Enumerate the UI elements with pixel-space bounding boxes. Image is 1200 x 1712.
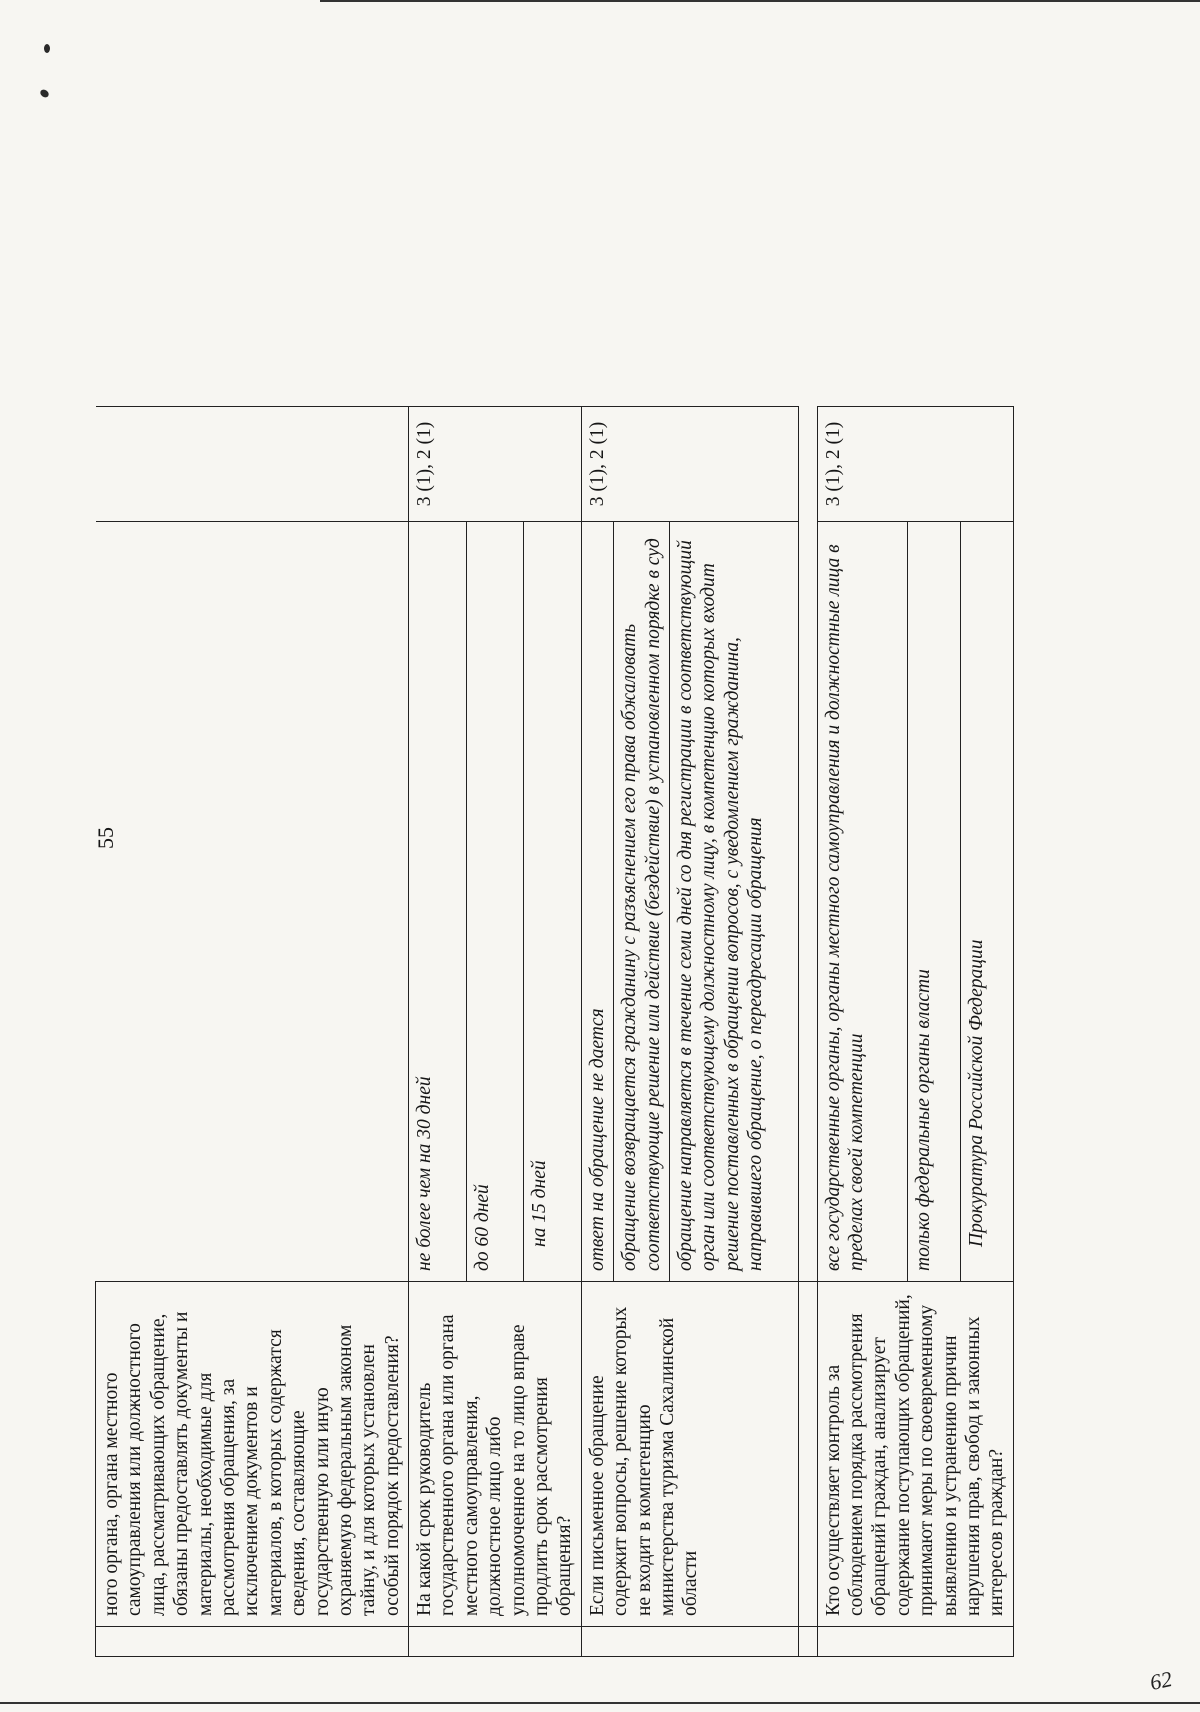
scan-speck	[39, 88, 50, 99]
answer-option: только федеральные органы власти	[908, 522, 961, 1282]
answer-option: ответ на обращение не дается	[581, 522, 613, 1282]
sheet-number: 62	[1147, 1665, 1175, 1696]
quiz-table	[95, 107, 1014, 1658]
answer-cell	[96, 522, 409, 1282]
answer-option: не более чем на 30 дней	[409, 522, 467, 1282]
scan-edge-line	[0, 1702, 1200, 1704]
answer-cell	[798, 522, 817, 1282]
question-cell: ного органа, органа местного самоуправления или должностного лица, рассматривающих обращение, обязаны предоставлять документы и материалы, необходимые для рассмотрения обращения, за исключением документов и материалов, в которых содержатся сведения, составляющие государственную или иную охраняемую федеральным законом тайну, и для которых установлен особый порядок предоставления?	[96, 1282, 409, 1627]
reference-cell	[96, 407, 409, 522]
number-cell	[798, 1627, 817, 1657]
scan-speck	[44, 44, 50, 53]
reference-cell: 3 (1), 2 (1)	[817, 407, 1013, 522]
reference-cell	[798, 407, 817, 522]
reference-cell: 3 (1), 2 (1)	[581, 407, 798, 522]
answer-option: Прокуратура Российской Федерации	[960, 522, 1013, 1282]
table-row	[581, 107, 613, 1657]
table-row	[96, 107, 409, 1657]
page-number: 55	[93, 827, 118, 849]
answer-option: на 15 дней	[524, 522, 582, 1282]
question-cell: Если письменное обращение содержит вопросы, решение которых не входит в компетенцию министерства туризма Сахалинской области	[581, 1282, 798, 1627]
answer-option: обращение направляется в течение семи дней со дня регистрации в соответствующий орган или соответствующему должностному лицу, в компетенцию которых входит решение поставленных в обращении вопросов, с уведомлением гражданина, направившего обращение, о переадресации обращения	[669, 522, 798, 1282]
reference-cell: 3 (1), 2 (1)	[409, 407, 582, 522]
question-cell: Кто осуществляет контроль за соблюдением порядка рассмотрения обращений граждан, анализирует содержание поступающих обращений, принимают меры по своевременному выявлению и устранению причин нарушения прав, свобод и законных интересов граждан?	[817, 1282, 1013, 1627]
answer-option: обращение возвращается гражданину с разъяснением его права обжаловать соответствующие решение или действие (бездействие) в установленном порядке в суд	[614, 522, 670, 1282]
table-row	[798, 107, 817, 1657]
number-cell	[96, 1627, 409, 1657]
number-cell	[817, 1627, 1013, 1657]
number-cell	[409, 1627, 582, 1657]
answer-option: до 60 дней	[466, 522, 524, 1282]
question-cell	[798, 1282, 817, 1627]
answer-option: все государственные органы, органы местного самоуправления и должностные лица в пределах своей компетенции	[817, 522, 908, 1282]
rotated-document	[95, 107, 1095, 1657]
table-row	[409, 107, 467, 1657]
question-cell: На какой срок руководитель государственного органа или органа местного самоуправления, должностное лицо либо уполномоченное на то лицо вправе продлить срок рассмотрения обращения?	[409, 1282, 582, 1627]
scan-edge-line	[320, 0, 1200, 2]
number-cell	[581, 1627, 798, 1657]
table-row	[817, 107, 908, 1657]
